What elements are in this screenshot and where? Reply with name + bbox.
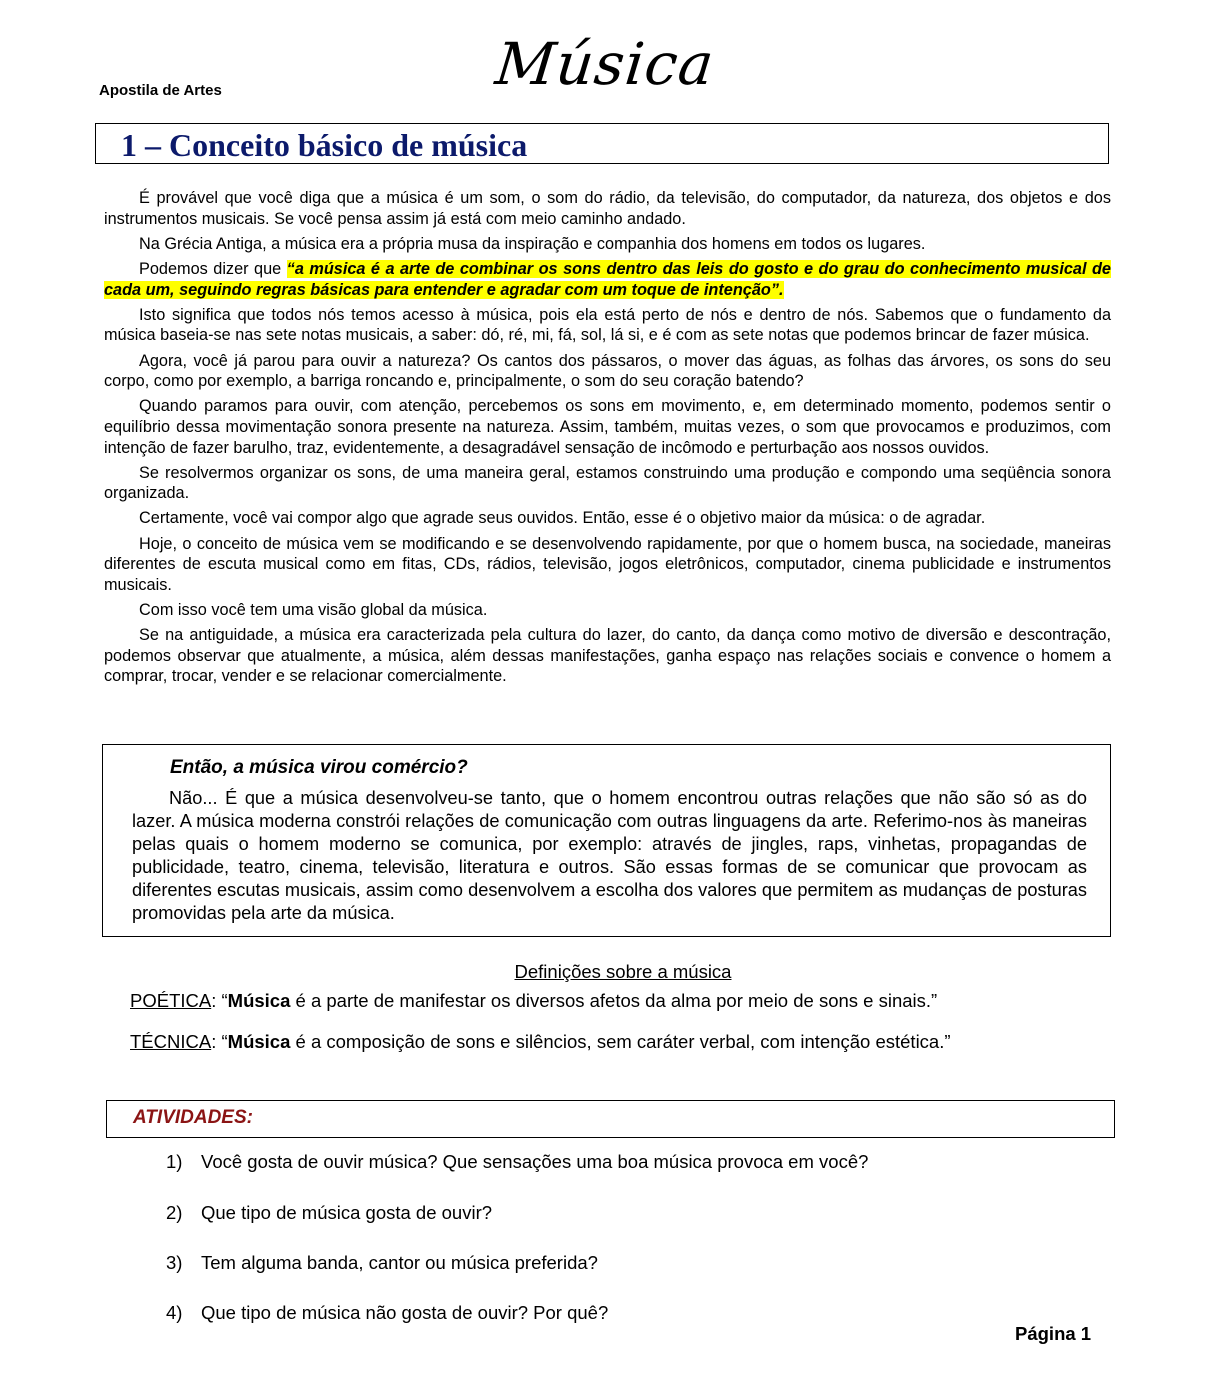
paragraph: Isto significa que todos nós temos acesso à música, pois ela está perto de nós e dentro de nós. Sabemos que o fundamento da música baseia-se nas sete notas musicais, a saber: dó, ré, mi, fá, sol, lá si, e é com as sete notas que podemos brincar de fazer música. — [104, 305, 1111, 345]
activity-item — [166, 1202, 492, 1224]
paragraph: É provável que você diga que a música é um som, o som do rádio, da televisão, do computador, da natureza, dos objetos e dos instrumentos musicais. Se você pensa assim já está com meio caminho andado. — [104, 189, 1111, 228]
paragraph: Com isso você tem uma visão global da música. — [139, 601, 488, 620]
info-box — [102, 744, 1111, 937]
paragraph: Na Grécia Antiga, a música era a própria musa da inspiração e companhia dos homens em todos os lugares. — [139, 234, 926, 253]
activity-number: 4) — [166, 1302, 183, 1323]
definition-term: Música — [227, 1031, 291, 1052]
activity-text: Que tipo de música gosta de ouvir? — [201, 1202, 493, 1223]
paragraph: Se resolvermos organizar os sons, de uma maneira geral, estamos construindo uma produção e compondo uma seqüência sonora organizada. — [104, 463, 1111, 503]
activity-number: 2) — [166, 1202, 183, 1223]
highlighted-definition: “a música é a arte de combinar os sons dentro das leis do gosto e do grau do conhecimento musical de cada um, seguindo regras básicas para entender e agradar com um toque de intenção”. — [104, 259, 1111, 299]
body-text — [104, 188, 1111, 692]
activity-item — [166, 1302, 608, 1324]
definition-label: POÉTICA — [130, 990, 212, 1011]
activity-text: Você gosta de ouvir música? Que sensações uma boa música provoca em você? — [201, 1151, 869, 1172]
definition-text: é a composição de sons e silêncios, sem caráter verbal, com intenção estética.” — [290, 1031, 951, 1052]
definition-label: TÉCNICA — [130, 1031, 212, 1052]
info-box-paragraph: Não... É que a música desenvolveu-se tanto, que o homem encontrou outras relações que não são só as do lazer. A música moderna constrói relações de comunicação com outras linguagens da arte. Referimo-nos às maneiras pelas quais o homem moderno se comunica, por exemplo: através de jingles, raps, vinhetas, propagandas de publicidade, teatro, cinema, televisão, literatura e outros. São essas formas de se comunicar que provocam as diferentes escutas musicais, assim como desenvolvem a escolha dos valores que permitem as mudanças de posturas promovidas pela arte da música. — [132, 788, 1087, 923]
definition-tecnica — [130, 1031, 951, 1053]
definition-poetica — [130, 990, 937, 1012]
definition-open: : “ — [211, 1031, 228, 1052]
paragraph: Quando paramos para ouvir, com atenção, percebemos os sons em movimento, e, em determinado momento, podemos sentir o equilíbrio dessa movimentação sonora presente na natureza. Assim, também, muitas vezes, o som que provocamos e produzimos, com intenção de fazer barulho, traz, evidentemente, a desagradável sensação de incômodo e perturbação aos nossos ouvidos. — [104, 397, 1111, 457]
paragraph: Hoje, o conceito de música vem se modificando e se desenvolvendo rapidamente, por que o homem busca, na sociedade, maneiras diferentes de escuta musical como em fitas, CDs, rádios, televisão, jogos eletrônicos, computador, cinema publicidade e instrumentos musicais. — [104, 534, 1111, 594]
activity-item — [166, 1252, 598, 1274]
definition-term: Música — [227, 990, 291, 1011]
page-number: Página 1 — [1015, 1323, 1092, 1344]
section-header-box — [95, 123, 1109, 164]
activity-text: Tem alguma banda, cantor ou música preferida? — [201, 1252, 598, 1273]
paragraph: Se na antiguidade, a música era caracterizada pela cultura do lazer, do canto, da dança como motivo de diversão e descontração, podemos observar que atualmente, a música, além dessas manifestações, ganha espaço nas relações sociais e convence o homem a comprar, trocar, vender e se relacionar comercialmente. — [104, 626, 1111, 686]
info-box-text — [132, 787, 1087, 925]
activity-number: 1) — [166, 1151, 183, 1172]
activity-text: Que tipo de música não gosta de ouvir? Por quê? — [201, 1302, 609, 1323]
header-label: Apostila de Artes — [99, 82, 222, 99]
paragraph: Agora, você já parou para ouvir a natureza? Os cantos dos pássaros, o mover das águas, as folhas das árvores, os sons do seu corpo, como por exemplo, a barriga roncando e, principalmente, o som do seu coração batendo? — [104, 351, 1111, 391]
definition-text: é a parte de manifestar os diversos afetos da alma por meio de sons e sinais.” — [290, 990, 938, 1011]
info-box-title: Então, a música virou comércio? — [170, 757, 468, 778]
paragraph: Certamente, você vai compor algo que agrade seus ouvidos. Então, esse é o objetivo maior da música: o de agradar. — [139, 509, 986, 528]
activity-item — [166, 1151, 868, 1173]
activities-title: ATIVIDADES: — [133, 1107, 253, 1128]
activities-box — [106, 1100, 1115, 1138]
section-title: 1 – Conceito básico de música — [121, 127, 528, 163]
paragraph-definition — [104, 259, 1111, 300]
definition-open: : “ — [211, 990, 228, 1011]
definitions-title: Definições sobre a música — [514, 961, 732, 982]
paragraph-intro: Podemos dizer que — [139, 259, 287, 278]
activity-number: 3) — [166, 1252, 183, 1273]
page-title: Música — [492, 30, 718, 98]
